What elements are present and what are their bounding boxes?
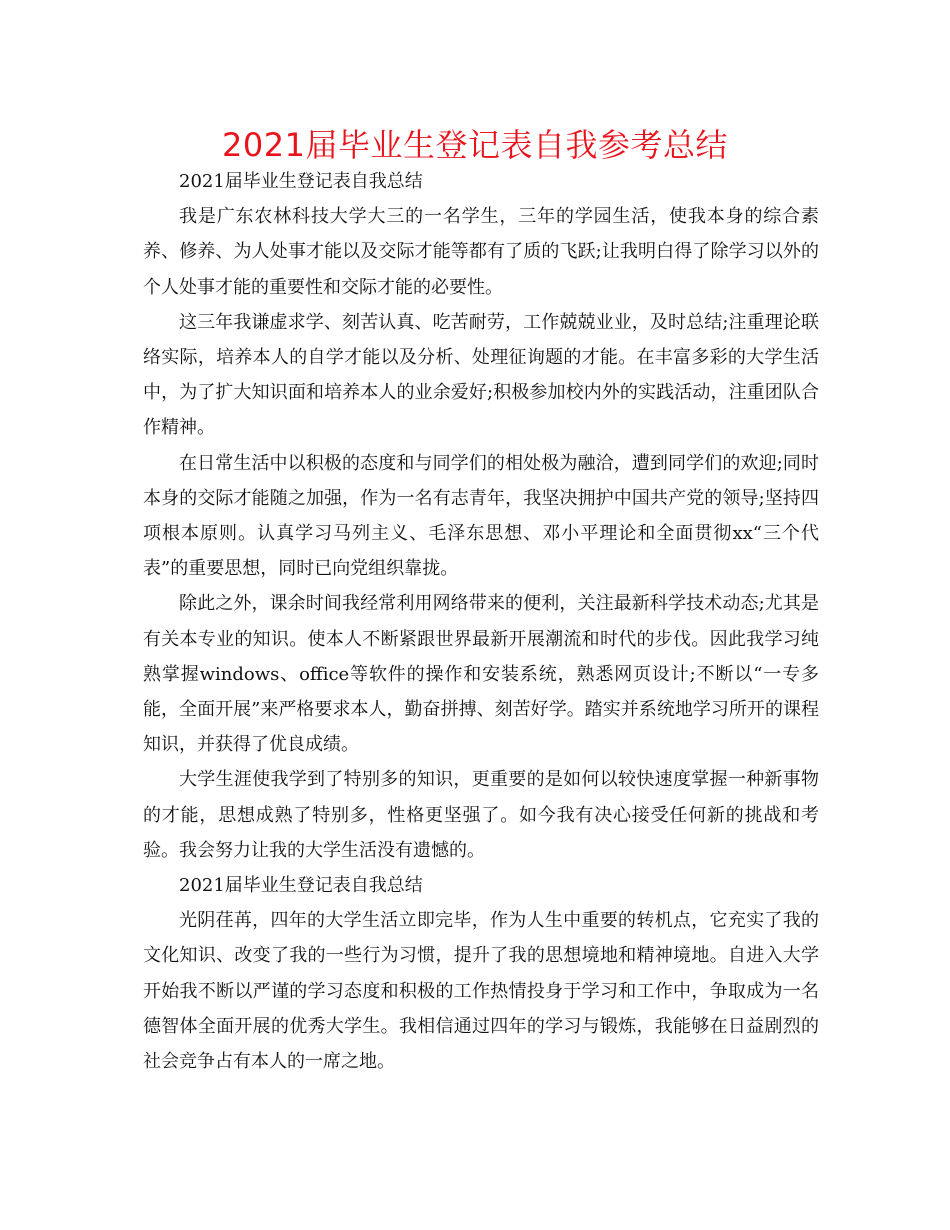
body-paragraph: 在日常生活中以积极的态度和与同学们的相处极为融洽，遭到同学们的欢迎;同时本身的交际才能随之加强，作为一名有志青年，我坚决拥护中国共产党的领导;坚持四项根本原则。认真学习马列主义、毛泽东思想、邓小平理论和全面贯彻xx“三个代表”的重要思想，同时已向党组织靠拢。 [143, 452, 819, 580]
section-heading: 2021届毕业生登记表自我总结 [179, 875, 423, 897]
document-title: 2021届毕业生登记表自我参考总结 [222, 126, 728, 164]
document-body [143, 164, 819, 1079]
body-paragraph: 这三年我谦虚求学、刻苦认真、吃苦耐劳，工作兢兢业业，及时总结;注重理论联络实际，培养本人的自学才能以及分析、处理征询题的才能。在丰富多彩的大学生活中，为了扩大知识面和培养本人的业余爱好;积极参加校内外的实践活动，注重团队合作精神。 [143, 311, 819, 439]
section-heading: 2021届毕业生登记表自我总结 [179, 171, 423, 192]
body-paragraph: 光阴荏苒，四年的大学生活立即完毕，作为人生中重要的转机点，它充实了我的文化知识、改变了我的一些行为习惯，提升了我的思想境地和精神境地。自进入大学开始我不断以严谨的学习态度和积极的工作热情投身于学习和工作中，争取成为一名德智体全面开展的优秀大学生。我相信通过四年的学习与锻炼，我能够在日益剧烈的社会竞争占有本人的一席之地。 [143, 910, 819, 1073]
body-paragraph: 除此之外，课余时间我经常利用网络带来的便利，关注最新科学技术动态;尤其是有关本专业的知识。使本人不断紧跟世界最新开展潮流和时代的步伐。因此我学习纯熟掌握windows、office等软件的操作和安装系统，熟悉网页设计;不断以“一专多能，全面开展”来严格要求本人，勤奋拼搏、刻苦好学。踏实并系统地学习所开的课程知识，并获得了优良成绩。 [143, 593, 819, 756]
body-paragraph: 我是广东农林科技大学大三的一名学生，三年的学园生活，使我本身的综合素养、修养、为人处事才能以及交际才能等都有了质的飞跃;让我明白得了除学习以外的个人处事才能的重要性和交际才能的必要性。 [143, 206, 819, 298]
body-paragraph: 大学生涯使我学到了特别多的知识，更重要的是如何以较快速度掌握一种新事物的才能，思想成熟了特别多，性格更坚强了。如今我有决心接受任何新的挑战和考验。我会努力让我的大学生活没有遗憾的。 [143, 769, 819, 861]
